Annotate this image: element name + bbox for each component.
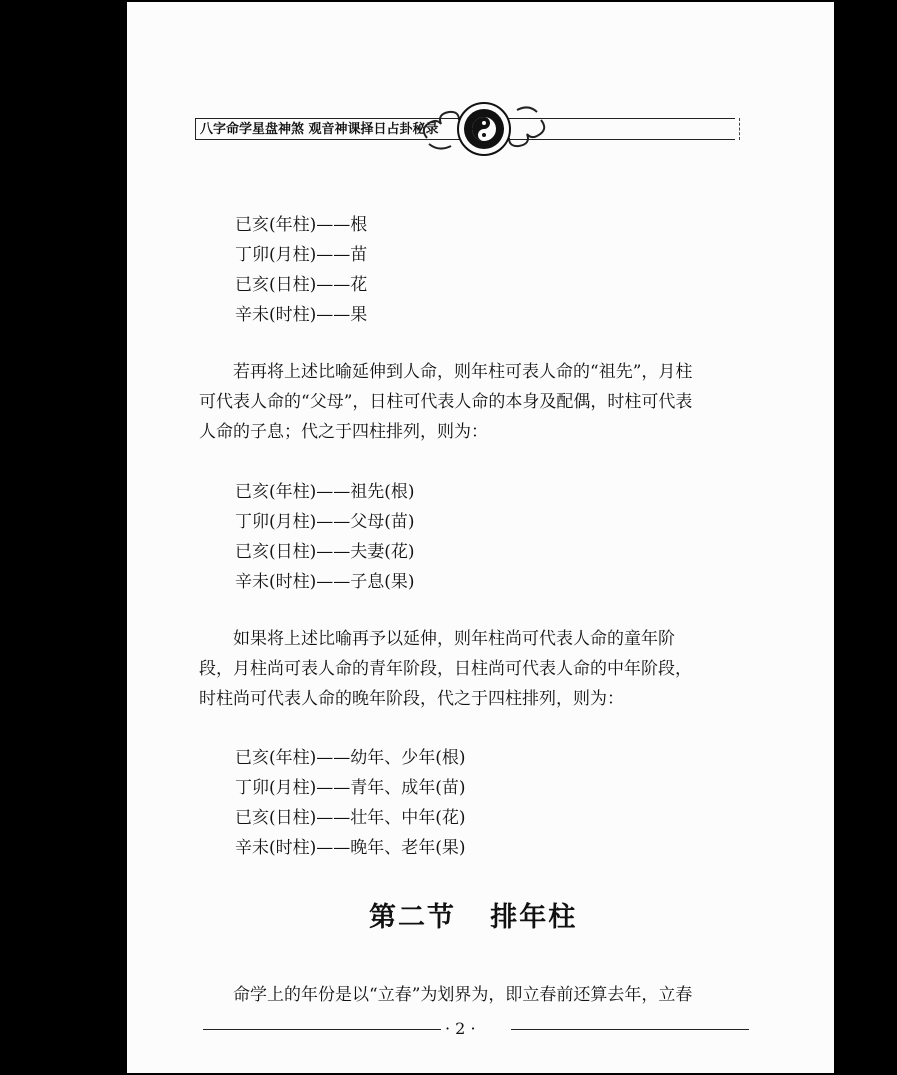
yin-yang-cloud-ornament-icon	[419, 98, 549, 160]
section-title: 第二节 排年柱	[369, 902, 578, 933]
list-item: 丁卯(月柱)——苗	[235, 245, 368, 265]
list-item: 丁卯(月柱)——青年、成年(苗)	[235, 778, 466, 798]
paragraph-line: 若再将上述比喻延伸到人命，则年柱可表人命的“祖先”，月柱	[233, 362, 693, 382]
list-item: 已亥(年柱)——祖先(根)	[235, 482, 415, 502]
footer-rule-right	[511, 1029, 749, 1030]
paragraph-line: 如果将上述比喻再予以延伸，则年柱尚可代表人命的童年阶	[233, 629, 675, 649]
pillar-list-3	[235, 743, 466, 863]
pillar-list-2	[235, 477, 415, 597]
list-item: 已亥(年柱)——幼年、少年(根)	[235, 748, 466, 768]
paragraph-2	[199, 624, 692, 714]
list-item: 已亥(年柱)——根	[235, 215, 368, 235]
list-item: 已亥(日柱)——花	[235, 275, 368, 295]
page-number: · 2 ·	[445, 1019, 476, 1038]
list-item: 辛未(时柱)——果	[235, 305, 368, 325]
paragraph-line: 时柱尚可代表人命的晚年阶段，代之于四柱排列，则为：	[199, 689, 624, 709]
pillar-list-1	[235, 210, 367, 330]
paragraph-line: 命学上的年份是以“立春”为划界为，即立春前还算去年，立春	[233, 985, 693, 1005]
paragraph-line: 人命的子息；代之于四柱排列，则为：	[199, 422, 488, 442]
paragraph-1	[199, 357, 692, 447]
list-item: 丁卯(月柱)——父母(苗)	[235, 512, 415, 532]
paragraph-line: 段，月柱尚可表人命的青年阶段，日柱尚可代表人命的中年阶段，	[199, 659, 692, 679]
list-item: 辛未(时柱)——子息(果)	[235, 572, 415, 592]
list-item: 已亥(日柱)——夫妻(花)	[235, 542, 415, 562]
paragraph-3	[199, 980, 692, 1010]
list-item: 已亥(日柱)——壮年、中年(花)	[235, 808, 466, 828]
header-rule-end	[739, 118, 740, 140]
list-item: 辛未(时柱)——晚年、老年(果)	[235, 838, 466, 858]
book-page	[127, 2, 834, 1073]
running-title: 八字命学星盘神煞 观音神课择日占卦秘录	[200, 122, 439, 137]
paragraph-line: 可代表人命的“父母”，日柱可代表人命的本身及配偶，时柱可代表	[199, 392, 693, 412]
footer-rule-left	[203, 1029, 441, 1030]
